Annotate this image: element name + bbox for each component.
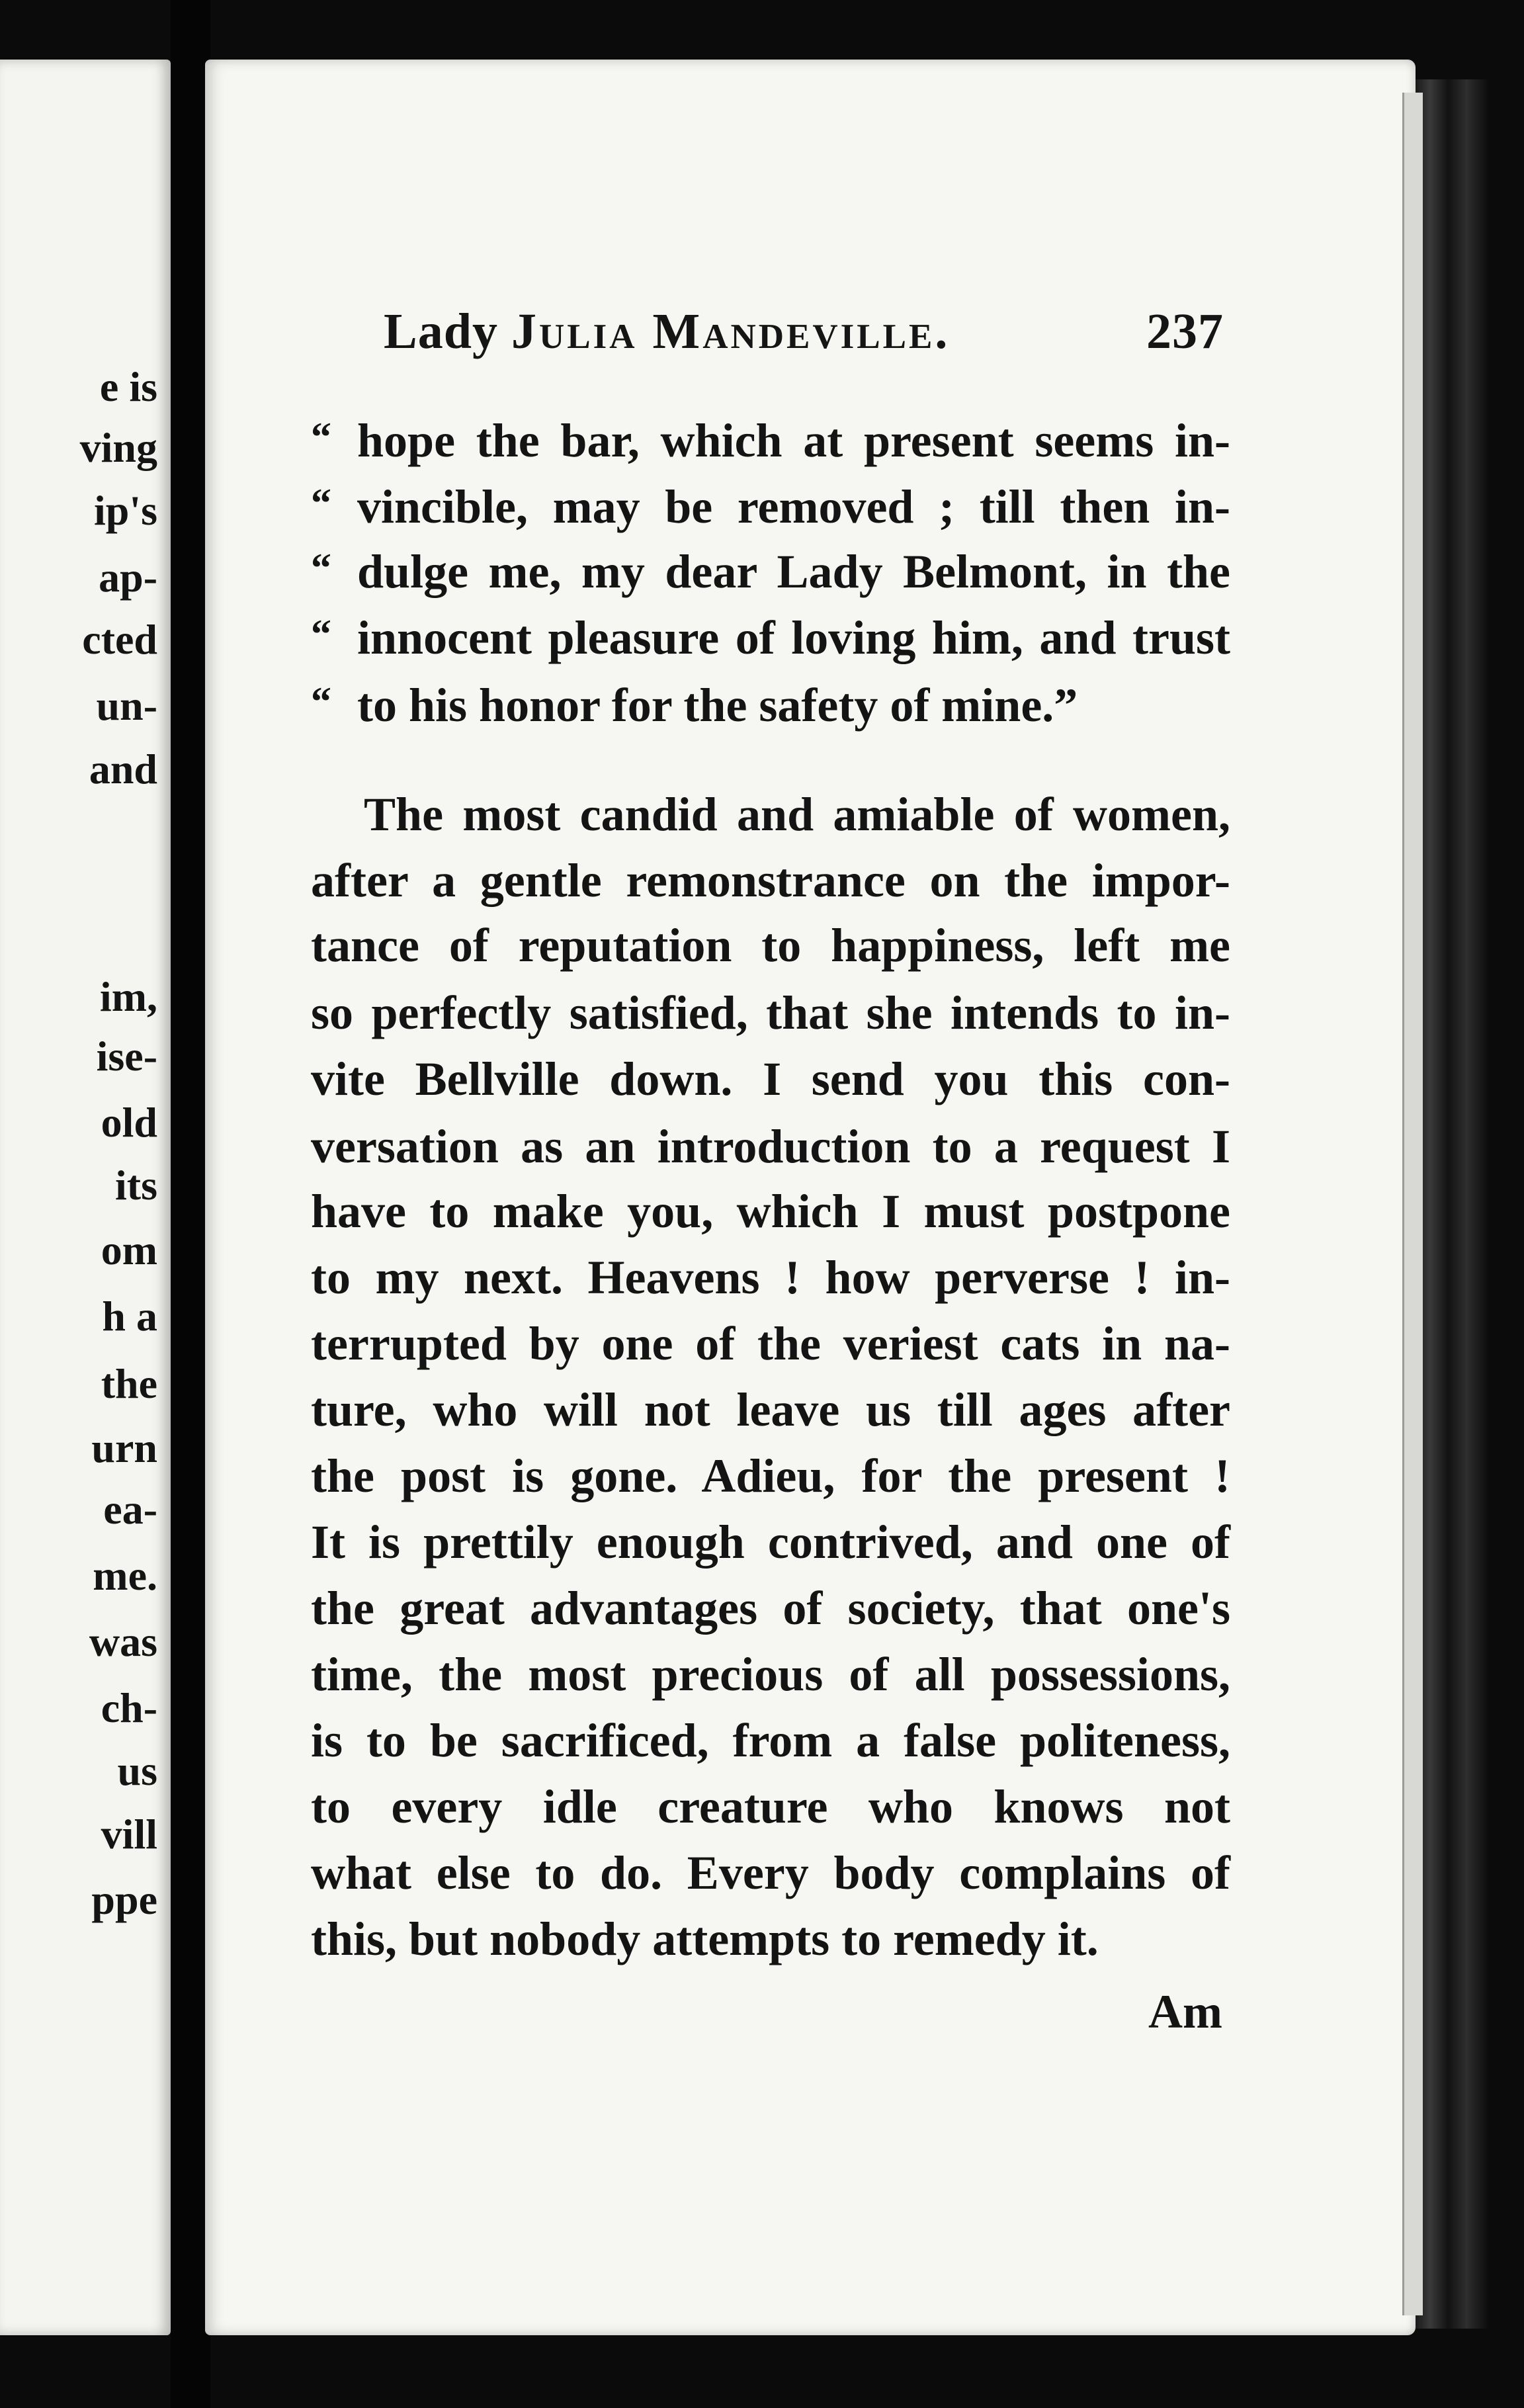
facing-page-line: vill <box>101 1811 157 1858</box>
facing-page-line: us <box>117 1747 157 1794</box>
facing-page-line: old <box>101 1099 157 1146</box>
quote-mark: “ <box>311 415 331 460</box>
facing-page-line: ip's <box>93 487 157 534</box>
facing-page-line: e is <box>99 363 157 410</box>
facing-page-line: h a <box>102 1293 157 1340</box>
paragraph-line: have to make you, which I must postpone <box>311 1185 1230 1238</box>
paragraph-line: is to be sacrificed, from a false politeness, <box>311 1714 1230 1767</box>
paragraph-line: to every idle creature who knows not <box>311 1780 1230 1833</box>
facing-page-line: ppe <box>91 1876 157 1923</box>
facing-page-line: urn <box>91 1424 157 1471</box>
facing-page-line: ap- <box>99 554 157 601</box>
running-title-name: Julia Mandeville. <box>511 304 951 359</box>
paragraph-line: so perfectly satisfied, that she intends to in- <box>311 986 1230 1039</box>
facing-page-line: om <box>101 1226 157 1273</box>
facing-page <box>0 60 171 2335</box>
facing-page-line: un- <box>96 682 157 729</box>
catchword: Am <box>1148 1985 1222 2038</box>
paragraph-line: the post is gone. Adieu, for the present ! <box>311 1449 1230 1502</box>
page-number: 237 <box>1146 304 1224 359</box>
paragraph-line: ture, who will not leave us till ages after <box>311 1383 1230 1436</box>
quoted-line-text: hope the bar, which at present seems in- <box>357 414 1230 467</box>
facing-page-line: im, <box>99 973 157 1020</box>
facing-page-line: was <box>89 1618 157 1665</box>
paragraph-line: what else to do. Every body complains of <box>311 1846 1230 1899</box>
facing-page-line: ving <box>79 424 157 471</box>
facing-page-line: ise- <box>96 1033 157 1080</box>
quoted-line-text: vincible, may be removed ; till then in- <box>357 480 1230 533</box>
facing-page-line: cted <box>82 616 157 663</box>
facing-page-line: its <box>115 1162 157 1209</box>
facing-page-line: and <box>89 746 157 793</box>
book-gutter <box>171 0 210 2408</box>
paragraph-line: this, but nobody attempts to remedy it. <box>311 1913 1099 1965</box>
running-head <box>384 303 1224 361</box>
facing-page-line: the <box>101 1360 157 1407</box>
quote-mark: “ <box>311 679 331 724</box>
running-title <box>384 303 950 361</box>
paragraph-line: The most candid and amiable of women, <box>364 788 1230 841</box>
paragraph-line: tance of reputation to happiness, left me <box>311 919 1230 972</box>
facing-page-line: ch- <box>101 1684 157 1731</box>
paragraph-line: vite Bellville down. I send you this con- <box>311 1053 1230 1105</box>
paragraph-line: versation as an introduction to a request I <box>311 1120 1230 1173</box>
quoted-line-text: innocent pleasure of loving him, and trust <box>357 611 1230 664</box>
facing-page-line: ea- <box>103 1486 157 1533</box>
running-title-lady: Lady <box>384 304 498 359</box>
paragraph-line: time, the most precious of all possessions, <box>311 1648 1230 1701</box>
quoted-line-text: to his honor for the safety of mine.” <box>357 679 1078 732</box>
quoted-line-text: dulge me, my dear Lady Belmont, in the <box>357 545 1230 598</box>
paragraph-line: the great advantages of society, that one's <box>311 1582 1230 1635</box>
quote-mark: “ <box>311 612 331 657</box>
facing-page-line: me. <box>93 1552 157 1599</box>
page-edge-strip <box>1402 93 1423 2315</box>
paragraph-line: after a gentle remonstrance on the impor- <box>311 854 1230 907</box>
quote-mark: “ <box>311 481 331 526</box>
paragraph-line: to my next. Heavens ! how perverse ! in- <box>311 1251 1230 1304</box>
quote-mark: “ <box>311 546 331 591</box>
page-edges <box>1416 79 1488 2329</box>
paragraph-line: It is prettily enough contrived, and one of <box>311 1516 1230 1569</box>
paragraph-line: terrupted by one of the veriest cats in na- <box>311 1317 1230 1370</box>
